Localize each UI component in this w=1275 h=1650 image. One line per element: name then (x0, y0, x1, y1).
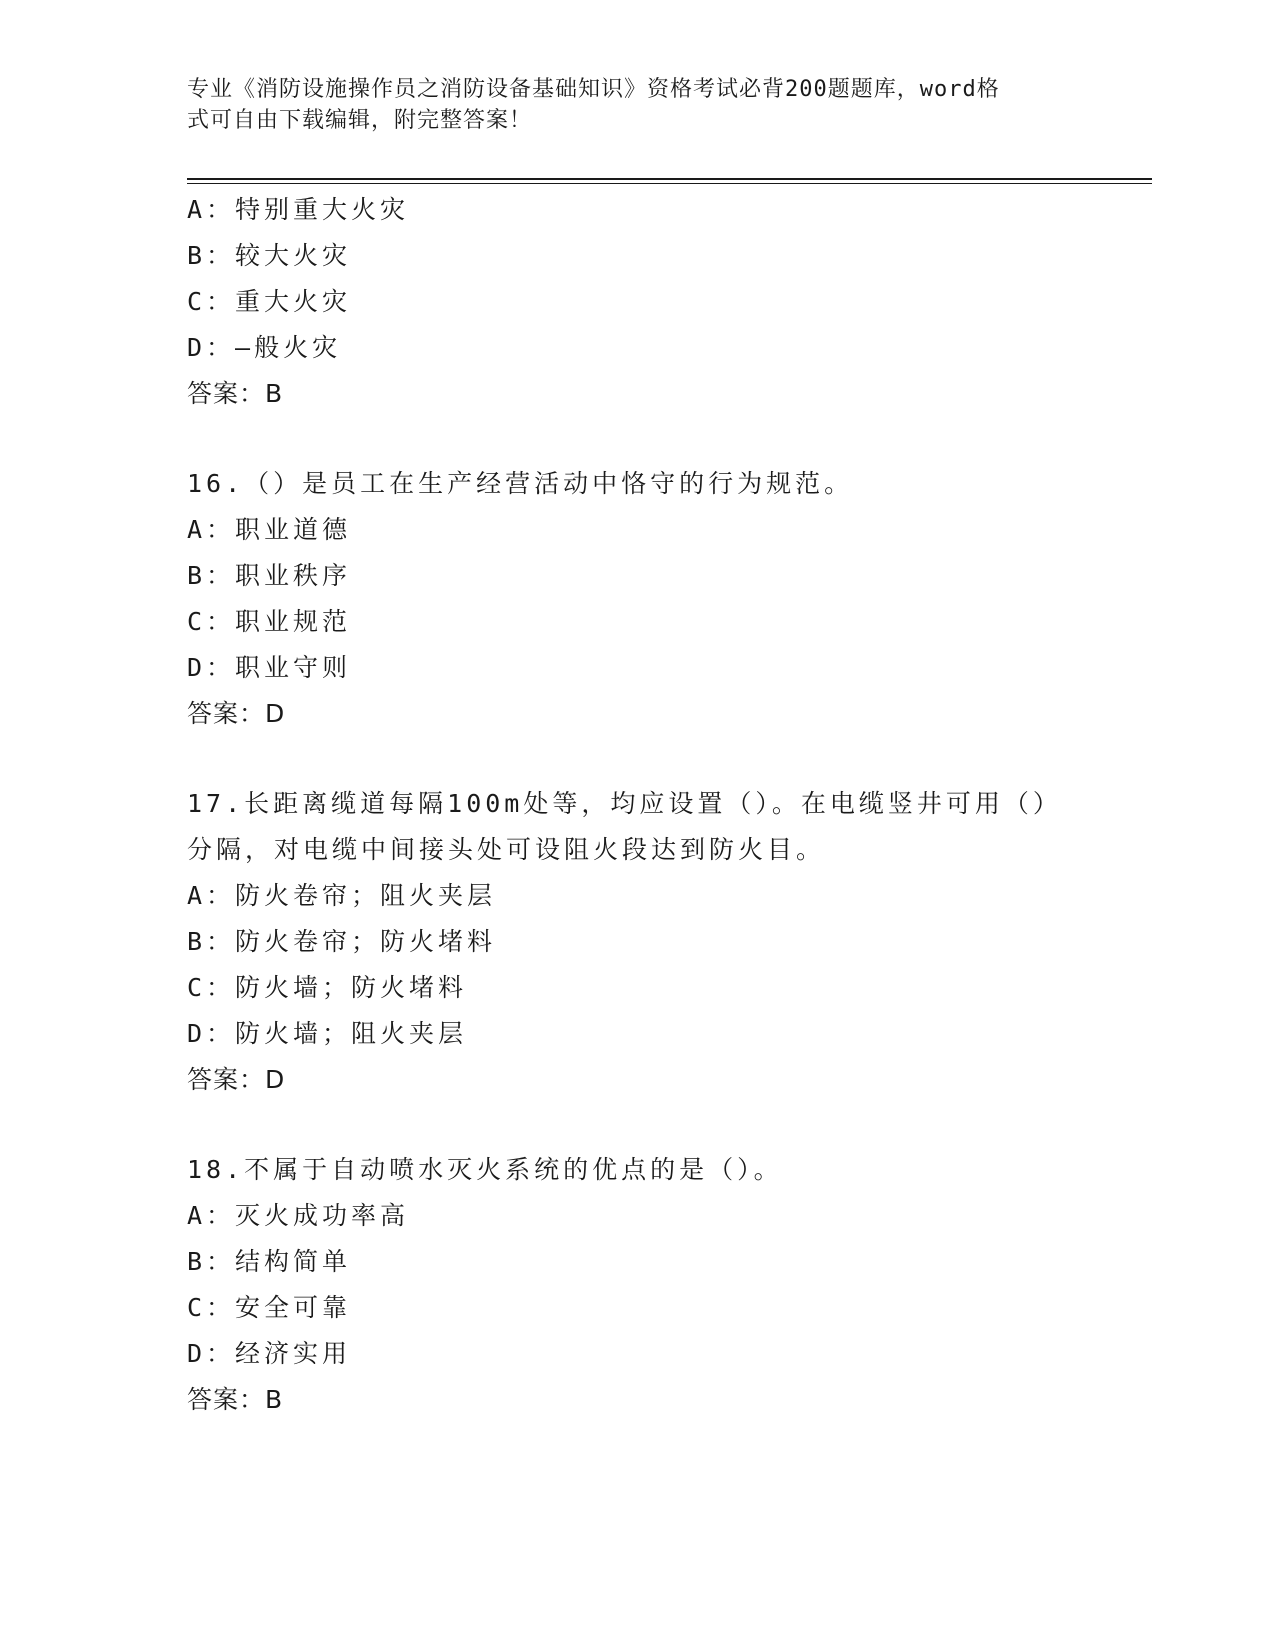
option-c: C：重大火灾 (187, 287, 352, 316)
option-b: B：结构简单 (187, 1247, 352, 1276)
answer: 答案：B (187, 1385, 284, 1414)
answer: 答案：B (187, 379, 284, 408)
question-stem-line-1: 17.长距离缆道每隔100m处等，均应设置（）。在电缆竖井可用（） (187, 789, 1062, 818)
question-17 (187, 781, 1087, 1103)
question-stem: 18.不属于自动喷水灭火系统的优点的是（）。 (187, 1155, 783, 1184)
option-c: C：防火墙；防火堵料 (187, 973, 468, 1002)
answer: 答案：D (187, 1065, 286, 1094)
option-a: A：职业道德 (187, 515, 352, 544)
spacer (187, 737, 1087, 781)
question-18 (187, 1147, 1087, 1423)
question-15 (187, 187, 1087, 417)
option-d: D：—般火灾 (187, 333, 342, 362)
option-d: D：职业守则 (187, 653, 352, 682)
question-stem-line-2: 分隔，对电缆中间接头处可设阻火段达到防火目。 (187, 835, 826, 864)
header-divider-thin (187, 183, 1152, 184)
question-16 (187, 461, 1087, 737)
option-c: C：安全可靠 (187, 1293, 352, 1322)
option-a: A：灭火成功率高 (187, 1201, 410, 1230)
answer: 答案：D (187, 699, 286, 728)
option-a: A：防火卷帘；阻火夹层 (187, 881, 497, 910)
option-a: A：特别重大火灾 (187, 195, 410, 224)
header-divider-thick (187, 178, 1152, 180)
question-list (187, 187, 1087, 1423)
header-line-1: 专业《消防设施操作员之消防设备基础知识》资格考试必背200题题库，word格 (187, 77, 1000, 102)
option-b: B：较大火灾 (187, 241, 352, 270)
document-header (187, 74, 1067, 136)
spacer (187, 1103, 1087, 1147)
header-line-2: 式可自由下载编辑，附完整答案！ (187, 108, 533, 133)
spacer (187, 417, 1087, 461)
option-d: D：经济实用 (187, 1339, 352, 1368)
option-b: B：职业秩序 (187, 561, 352, 590)
option-c: C：职业规范 (187, 607, 352, 636)
option-d: D：防火墙；阻火夹层 (187, 1019, 468, 1048)
option-b: B：防火卷帘；防火堵料 (187, 927, 497, 956)
question-stem: 16.（）是员工在生产经营活动中恪守的行为规范。 (187, 469, 854, 498)
